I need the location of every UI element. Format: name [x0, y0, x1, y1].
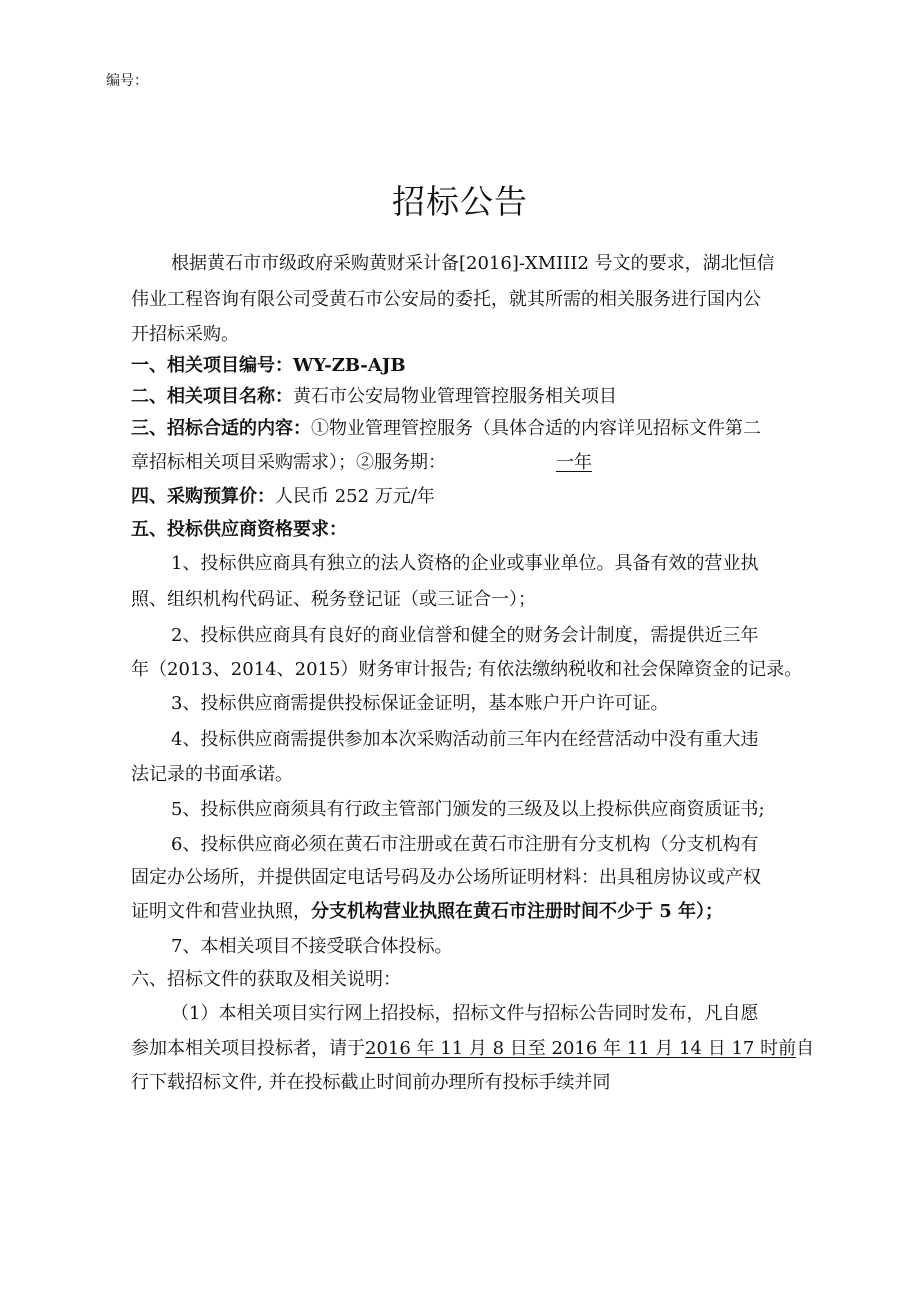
qualification-1-line-2: 照、组织机构代码证、税务登记证（或三证合一）； — [131, 589, 536, 610]
section-label: 一、相关项目编号： — [131, 355, 293, 376]
intro-line-3: 开招标采购。 — [131, 324, 239, 345]
download-period: 2016 年 11 月 8 日至 2016 年 11 月 14 日 17 时前 — [365, 1038, 797, 1059]
qualification-4-line-1: 4、投标供应商需提供参加本次采购活动前三年内在经营活动中没有重大违 — [171, 729, 759, 750]
intro-line-2: 伟业工程咨询有限公司受黄石市公安局的委托，就其所需的相关服务进行国内公 — [131, 289, 761, 310]
qualification-3: 3、投标供应商需提供投标保证金证明，基本账户开户许可证。 — [171, 693, 669, 714]
documents-text: 自 — [796, 1038, 815, 1059]
content-text: ①物业管理管控服务（具体合适的内容详见招标文件第二 — [311, 418, 761, 439]
documents-line-1: （1）本相关项目实行网上招投标，招标文件与招标公告同时发布，凡自愿 — [171, 1003, 759, 1024]
content-text: 章招标相关项目采购需求）；②服务期： — [131, 452, 446, 473]
section-content — [131, 415, 761, 443]
section-documents: 六、招标文件的获取及相关说明： — [131, 969, 401, 990]
documents-text: 参加本相关项目投标者，请于 — [131, 1038, 365, 1059]
section-content-line-2 — [131, 449, 592, 477]
qualification-6-line-2: 固定办公场所，并提供固定电话号码及办公场所证明材料：出具租房协议或产权 — [131, 867, 761, 888]
qualification-1-line-1: 1、投标供应商具有独立的法人资格的企业或事业单位。具备有效的营业执 — [171, 553, 759, 574]
project-name: 黄石市公安局物业管理管控服务相关项目 — [293, 386, 617, 407]
service-period: 一年 — [556, 452, 592, 473]
qualification-7: 7、本相关项目不接受联合体投标。 — [171, 936, 453, 957]
documents-line-2 — [131, 1035, 814, 1063]
qualification-6-line-1: 6、投标供应商必须在黄石市注册或在黄石市注册有分支机构（分支机构有 — [171, 834, 759, 855]
qualification-6-line-3 — [131, 898, 723, 926]
project-number: WY-ZB-AJB — [293, 355, 406, 376]
section-label: 三、招标合适的内容： — [131, 418, 311, 439]
qualification-2-line-2: 年（2013、2014、2015）财务审计报告; 有依法缴纳税收和社会保障资金的记录。 — [131, 659, 803, 680]
serial-number-label: 编号： — [106, 73, 148, 89]
qualification-emphasis: 分支机构营业执照在黄石市注册时间不少于 5 年）； — [311, 901, 724, 922]
section-qualifications — [131, 516, 347, 544]
page-title: 招标公告 — [392, 182, 528, 221]
section-label: 五、投标供应商资格要求： — [131, 519, 347, 540]
documents-line-3: 行下载招标文件, 并在投标截止时间前办理所有投标手续并同 — [131, 1072, 611, 1093]
intro-line-1: 根据黄石市市级政府采购黄财采计备[2016]-XMIII2 号文的要求，湖北恒信 — [171, 253, 775, 274]
section-label: 二、相关项目名称： — [131, 386, 293, 407]
qualification-text: 证明文件和营业执照， — [131, 901, 311, 922]
section-label: 四、采购预算价： — [131, 486, 275, 507]
qualification-2-line-1: 2、投标供应商具有良好的商业信誉和健全的财务会计制度，需提供近三年 — [171, 625, 759, 646]
budget-value: 人民币 252 万元/年 — [275, 486, 435, 507]
section-project-name — [131, 383, 617, 411]
section-budget — [131, 483, 435, 511]
qualification-5: 5、投标供应商须具有行政主管部门颁发的三级及以上投标供应商资质证书; — [171, 799, 765, 820]
section-project-number — [131, 352, 406, 380]
qualification-4-line-2: 法记录的书面承诺。 — [131, 764, 293, 785]
